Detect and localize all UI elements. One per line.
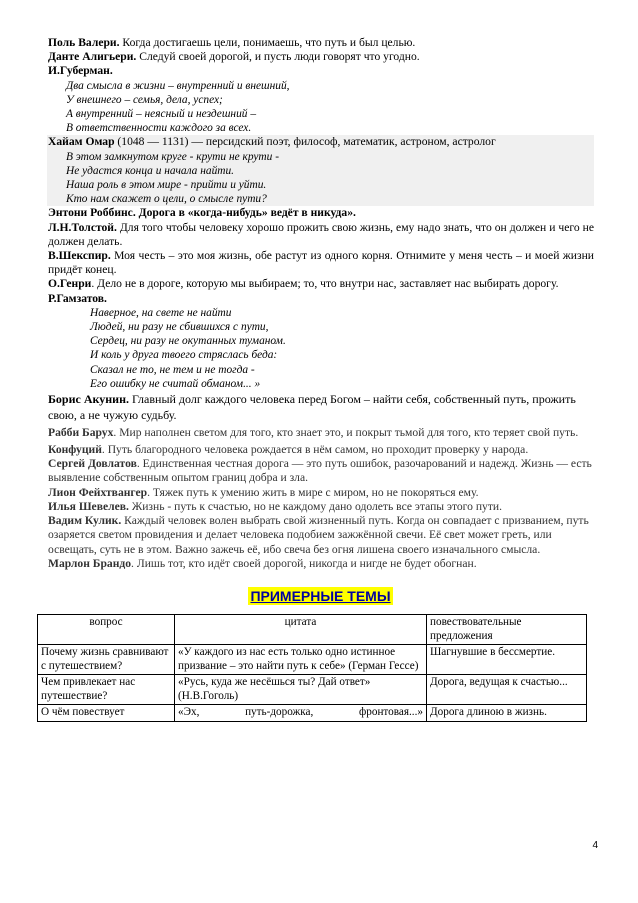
table-cell: Чем привлекает нас путешествие? (38, 675, 175, 705)
quote-author: Р.Гамзатов. (48, 291, 107, 305)
quote-author: Данте Алигьери. (48, 50, 137, 64)
quote-text: Когда достигаешь цели, понимаешь, что путь и был целью. (119, 36, 416, 49)
table-cell: Дорога, ведущая к счастью... (427, 675, 587, 705)
poem-line: У внешнего – семья, дела, успех; (66, 93, 223, 106)
quote-text: (1048 — 1131) — персидский поэт, философ, математик, астроном, астролог (114, 135, 496, 149)
quote-author: Марлон Брандо (48, 556, 132, 570)
quote-confucius (47, 443, 594, 457)
poem-line: Его ошибку не считай обманом... » (90, 377, 261, 390)
table-cell: «Русь, куда же несёшься ты? Дай ответ» (Н.В.Гоголь) (175, 675, 427, 705)
quote-text: Главный долг каждого человека перед Богом – найти себя, собственный путь, прожить свою, а не чужую судьбу. (48, 392, 576, 423)
poem-line: В ответственности каждого за всех. (66, 122, 252, 135)
quote-author: В.Шекспир. (48, 249, 111, 263)
quote-author: Сергей Довлатов (48, 457, 137, 471)
document-page (41, 36, 594, 722)
quote-text: . Мир наполнен светом для того, кто знает это, и покрыт тьмой для того, кто теряет свой путь. (113, 426, 579, 440)
quote-text: Жизнь - путь к счастью, но не каждому дано одолеть все этапы этого пути. (128, 499, 503, 513)
quote-robbins (47, 206, 594, 220)
quote-dovlatov (47, 457, 594, 485)
table-header-cell: цитата (175, 614, 427, 644)
quote-text: . Тяжек путь к умению жить в мире с миром, но не покоряться ему. (147, 485, 479, 499)
quote-author: Рабби Барух (48, 426, 114, 440)
table-row (38, 675, 587, 705)
quote-dante (47, 50, 594, 64)
gamzatov-poem (47, 306, 594, 391)
quote-text: Энтони Роббинс. Дорога в «когда-нибудь» ведёт в никуда». (48, 206, 356, 220)
quote-text: . Единственная честная дорога — это путь ошибок, разочарований и надежд. Жизнь — есть выявление собственным опытом границ добра и зла. (48, 457, 592, 485)
quote-text: . Дело не в дороге, которую мы выбираем; то, что внутри нас, заставляет нас выбирать дорогу. (91, 277, 559, 291)
poem-line: Кто нам скажет о цели, о смысле пути? (66, 193, 267, 206)
quote-text: Следуй своей дорогой, и пусть люди говорят что угодно. (136, 50, 420, 64)
table-header-cell: вопрос (38, 614, 175, 644)
table-header-cell: повествовательные предложения (427, 614, 587, 644)
quote-text: . Лишь тот, кто идёт своей дорогой, никогда и нигде не будет обогнан. (131, 556, 477, 570)
quote-author: Хайам Омар (48, 135, 115, 149)
quote-shevelev (47, 500, 594, 514)
quote-author: Конфуций (48, 443, 102, 457)
guberman-poem (47, 79, 594, 136)
quote-gamzatov (47, 292, 594, 306)
poem-line: Два смысла в жизни – внутренний и внешний, (66, 79, 290, 92)
poem-line: А внутренний – неясный и нездешний – (66, 108, 257, 121)
quote-kulik (47, 514, 594, 557)
table-header-row (38, 614, 587, 644)
quote-author: О.Генри (48, 277, 92, 291)
poem-line: Сердец, ни разу не окутанных туманом. (90, 335, 286, 348)
quote-akunin (47, 391, 594, 423)
poem-line: Не удастся конца и начала найти. (66, 164, 235, 177)
topics-table (37, 614, 587, 722)
table-cell: «Эх, путь-дорожка, фронтовая...» (175, 705, 427, 722)
topics-heading-text: ПРИМЕРНЫЕ ТЕМЫ (250, 587, 391, 604)
quote-text: Каждый человек волен выбрать свой жизненный путь. Когда он совпадает с призванием, путь озаряется светом провидения и делает человека подобием зажжённой свечи. Её свет может греть, или освещать, суть не в этом. Важно зажечь её, ибо свеча без огня лишена своего изначального смысла. (48, 514, 589, 556)
table-cell: О чём повествует (38, 705, 175, 722)
quote-text: . Путь благородного человека рождается в нём самом, но проходит проверку у народа. (101, 443, 529, 457)
table-cell: «У каждого из нас есть только одно истинное призвание – это найти путь к себе» (Герман Гессе) (175, 645, 427, 675)
poem-line: И коль у друга твоего стряслась беда: (90, 349, 278, 362)
poem-line: Сказал не то, не тем и не тогда - (90, 363, 255, 376)
khayyam-block (47, 135, 594, 206)
quote-author: Вадим Кулик. (48, 514, 122, 528)
quote-author: Борис Акунин. (48, 392, 129, 407)
quote-author: Илья Шевелев. (48, 499, 129, 513)
quote-feuchtwanger (47, 486, 594, 500)
quote-guberman (47, 64, 594, 78)
quote-author: Поль Валери. (48, 36, 120, 49)
quote-author: И.Губерман. (48, 64, 113, 78)
quote-author: Лион Фейхтвангер (48, 485, 148, 499)
table-cell: Дорога длиною в жизнь. (427, 705, 587, 722)
quote-henry (47, 277, 594, 291)
table-row (38, 645, 587, 675)
poem-line: Наверное, на свете не найти (90, 306, 232, 319)
poem-line: Наша роль в этом мире - прийти и уйти. (66, 179, 267, 192)
quote-baruh (47, 425, 594, 441)
quote-tolstoy (47, 221, 594, 249)
quote-author: Л.Н.Толстой. (48, 220, 117, 234)
quote-brando (47, 557, 594, 571)
table-cell: Шагнувшие в бессмертие. (427, 645, 587, 675)
quote-khayyam (47, 135, 594, 149)
quote-text: Моя честь – это моя жизнь, обе растут из одного корня. Отнимите у меня честь – и моей жизни придёт конец. (48, 249, 594, 277)
quote-valery (47, 36, 594, 50)
poem-line: Людей, ни разу не сбившихся с пути, (90, 321, 269, 334)
quote-text: Для того чтобы человеку хорошо прожить свою жизнь, ему надо знать, что он должен и чего не должен делать. (48, 220, 594, 248)
table-cell: Почему жизнь сравнивают с путешествием? (38, 645, 175, 675)
quote-shakespeare (47, 249, 594, 277)
page-number: 4 (592, 840, 598, 851)
poem-line: В этом замкнутом круге - крути не крути - (66, 150, 279, 163)
table-row (38, 705, 587, 722)
topics-heading (47, 588, 594, 606)
